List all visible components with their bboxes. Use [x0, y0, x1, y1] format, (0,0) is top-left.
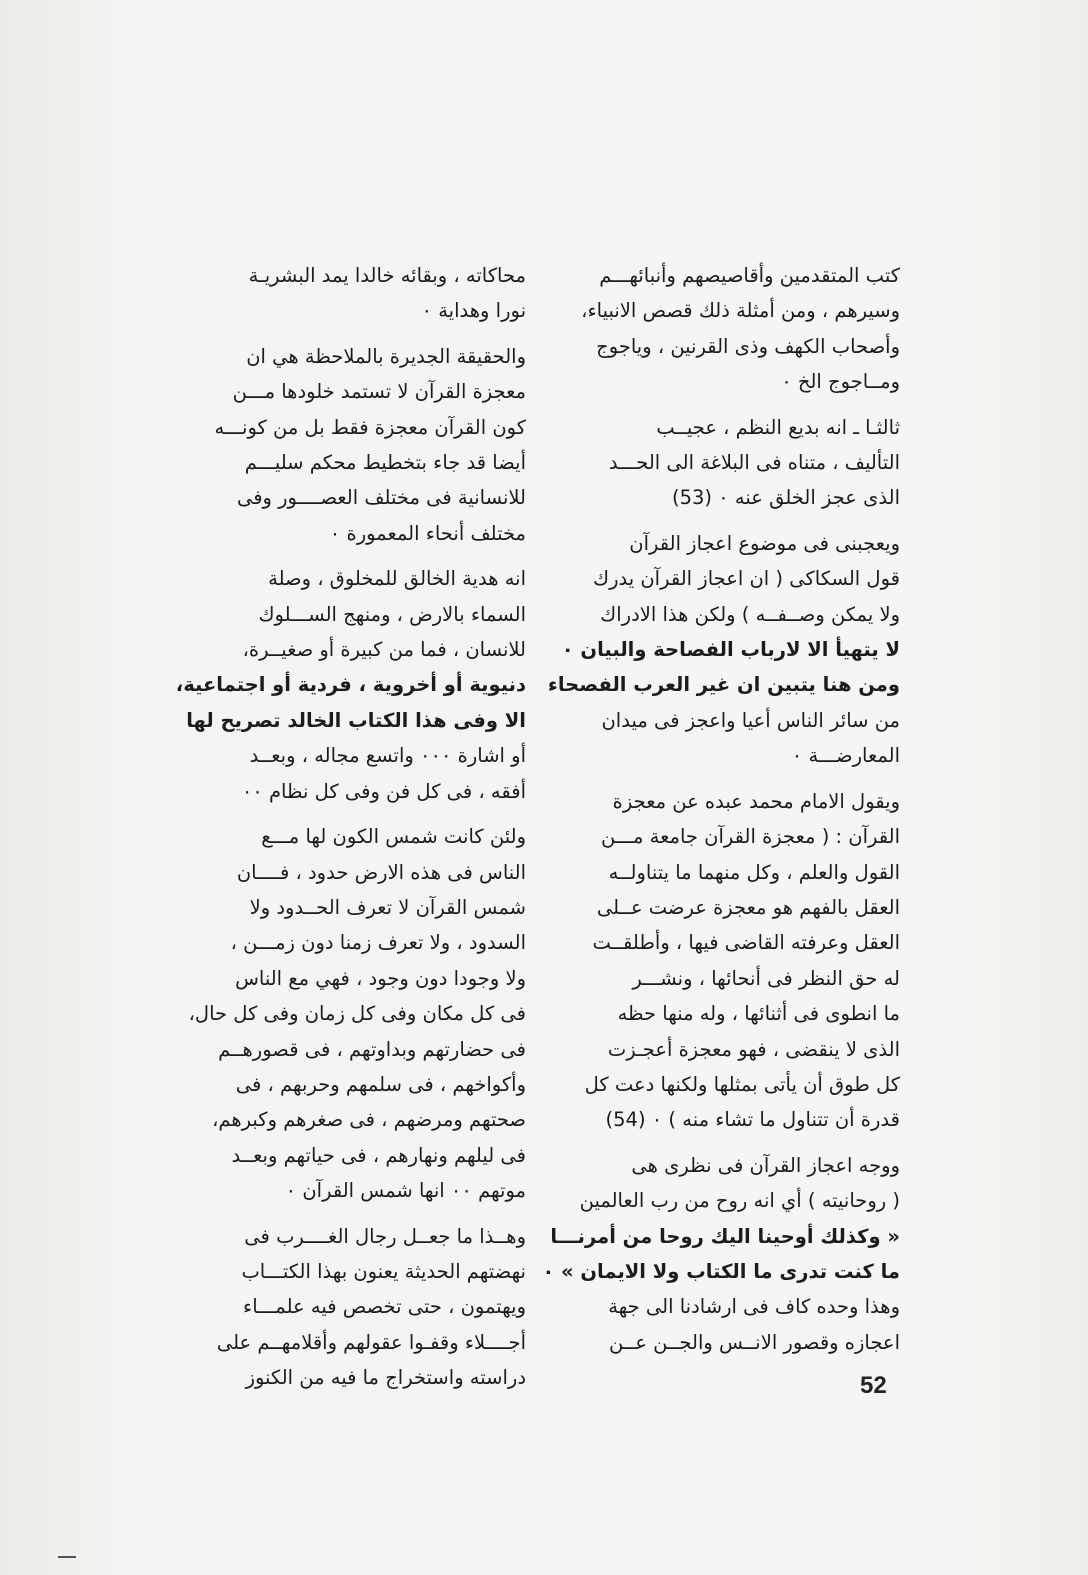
text-line: ومــاجوج الخ ٠	[781, 370, 900, 394]
text-line: ويقول الامام محمد عبده عن معجزة	[612, 789, 900, 813]
text-line: كل طوق أن يأتى بمثلها ولكنها دعت كل	[584, 1072, 900, 1096]
text-line: دنيوية أو أخروية ، فردية أو اجتماعية،	[175, 673, 526, 697]
paragraph	[170, 258, 526, 329]
text-line: المعارضـــة ٠	[791, 744, 900, 768]
text-line: وسيرهم ، ومن أمثلة ذلك قصص الانبياء،	[581, 299, 900, 323]
text-line: ( روحانيته ) أي انه روح من رب العالمين	[579, 1189, 900, 1213]
text-line: للانسانية فى مختلف العصــــور وفى	[236, 486, 526, 510]
text-line: للانسان ، فما من كبيرة أو صغيــرة،	[242, 638, 526, 662]
text-line: أفقه ، فى كل فن وفى كل نظام ٠٠	[241, 779, 526, 803]
text-line: موتهم ٠٠ انها شمس القرآن ٠	[285, 1179, 526, 1203]
paragraph	[544, 410, 900, 516]
text-line: ووجه اعجاز القرآن فى نظرى هى	[631, 1153, 900, 1177]
text-line: لا يتهيأ الا لارباب الفصاحة والبيان ٠	[561, 638, 900, 662]
text-line: اعجازه وقصور الانــس والجــن عــن	[609, 1330, 900, 1354]
text-line: السدود ، ولا تعرف زمنا دون زمـــن ،	[230, 931, 526, 955]
text-line: ولا وجودا دون وجود ، فهي مع الناس	[235, 966, 526, 990]
text-line: فى حضارتهم وبداوتهم ، فى قصورهــم	[218, 1037, 526, 1061]
text-line: من سائر الناس أعيا واعجز فى ميدان	[601, 708, 900, 732]
text-line: القول والعلم ، وكل منهما ما يتناولــه	[608, 860, 900, 884]
text-line: الا وفى هذا الكتاب الخالد تصريح لها	[186, 708, 526, 732]
paragraph	[170, 561, 526, 809]
text-line: كون القرآن معجزة فقط بل من كونـــه	[214, 415, 526, 439]
text-line: قدرة أن تتناول ما تشاء منه ) ٠ (54)	[605, 1108, 900, 1132]
text-line: معجزة القرآن لا تستمد خلودها مـــن	[232, 380, 526, 404]
text-line: قول السكاكى ( ان اعجاز القرآن يدرك	[593, 567, 900, 591]
text-line: السماء بالارض ، ومنهج الســـلوك	[258, 602, 526, 626]
text-line: وأصحاب الكهف وذى القرنين ، وياجوج	[596, 334, 900, 358]
paragraph	[544, 784, 900, 1138]
text-line: صحتهم ومرضهم ، فى صغرهم وكبرهم،	[212, 1108, 526, 1132]
text-line: العقل وعرفته القاضى فيها ، وأطلقــت	[592, 931, 900, 955]
text-line: أيضا قد جاء بتخطيط محكم سليـــم	[244, 451, 526, 475]
text-line: وهــذا ما جعــل رجال الغــــرب فى	[244, 1224, 526, 1248]
text-line: دراسته واستخراج ما فيه من الكنوز	[245, 1366, 526, 1390]
text-line: الذى لا ينقضى ، فهو معجزة أعجـزت	[607, 1037, 900, 1061]
text-line: القرآن : ( معجزة القرآن جامعة مـــن	[601, 825, 900, 849]
paragraph	[544, 258, 900, 400]
text-line: الناس فى هذه الارض حدود ، فــــان	[236, 860, 526, 884]
text-line: ما كنت تدرى ما الكتاب ولا الايمان » ٠	[542, 1259, 900, 1283]
text-line: ومن هنا يتبين ان غير العرب الفصحاء	[547, 673, 900, 697]
text-line: له حق النظر فى أنحائها ، ونشـــر	[632, 966, 900, 990]
paragraph	[170, 1219, 526, 1396]
text-line: ولا يمكن وصــفــه ) ولكن هذا الادراك	[600, 602, 900, 626]
text-line: ويهتمون ، حتى تخصص فيه علمـــاء	[243, 1295, 526, 1319]
text-line: فى ليلهم ونهارهم ، فى حياتهم وبعــد	[231, 1143, 526, 1167]
text-line: أجــــلاء وقفـوا عقولهم وأقلامهــم على	[216, 1330, 526, 1354]
text-line: والحقيقة الجديرة بالملاحظة هي ان	[246, 344, 526, 368]
text-line: ثالثـا ـ انه بديع النظم ، عجيــب	[656, 415, 900, 439]
page-number: 52	[860, 1372, 887, 1399]
text-line: الذى عجز الخلق عنه ٠ (53)	[671, 486, 900, 510]
left-column	[170, 258, 526, 1406]
text-line: ويعجبنى فى موضوع اعجاز القرآن	[629, 531, 900, 555]
text-line: محاكاته ، وبقائه خالدا يمد البشريـة	[248, 264, 526, 287]
paragraph	[544, 1148, 900, 1360]
text-line: أو اشارة ٠٠٠ واتسع مجاله ، وبعــد	[249, 744, 526, 768]
paragraph	[170, 819, 526, 1208]
text-line: فى كل مكان وفى كل زمان وفى كل حال،	[188, 1002, 526, 1026]
paragraph	[170, 339, 526, 551]
text-line: نهضتهم الحديثة يعنون بهذا الكتـــاب	[241, 1259, 526, 1283]
text-line: ولئن كانت شمس الكون لها مـــع	[261, 825, 526, 849]
text-line: مختلف أنحاء المعمورة ٠	[329, 521, 526, 545]
paragraph	[544, 526, 900, 774]
text-line: « وكذلك أوحينا اليك روحا من أمرنـــا	[550, 1224, 900, 1248]
margin-mark	[58, 1556, 76, 1558]
text-line: شمس القرآن لا تعرف الحــدود ولا	[249, 895, 526, 919]
text-line: ما انطوى فى أثنائها ، وله منها حظه	[617, 1002, 900, 1026]
text-line: كتب المتقدمين وأقاصيصهم وأنبائهـــم	[599, 264, 900, 287]
text-line: التأليف ، متناه فى البلاغة الى الحـــد	[608, 451, 900, 475]
text-line: العقل بالفهم هو معجزة عرضت عــلى	[596, 895, 900, 919]
text-line: انه هدية الخالق للمخلوق ، وصلة	[268, 567, 526, 591]
right-column	[544, 258, 900, 1370]
text-line: وأكواخهم ، فى سلمهم وحربهم ، فى	[235, 1072, 526, 1096]
text-line: وهذا وحده كاف فى ارشادنا الى جهة	[608, 1295, 900, 1319]
text-line: نورا وهداية ٠	[421, 299, 526, 323]
